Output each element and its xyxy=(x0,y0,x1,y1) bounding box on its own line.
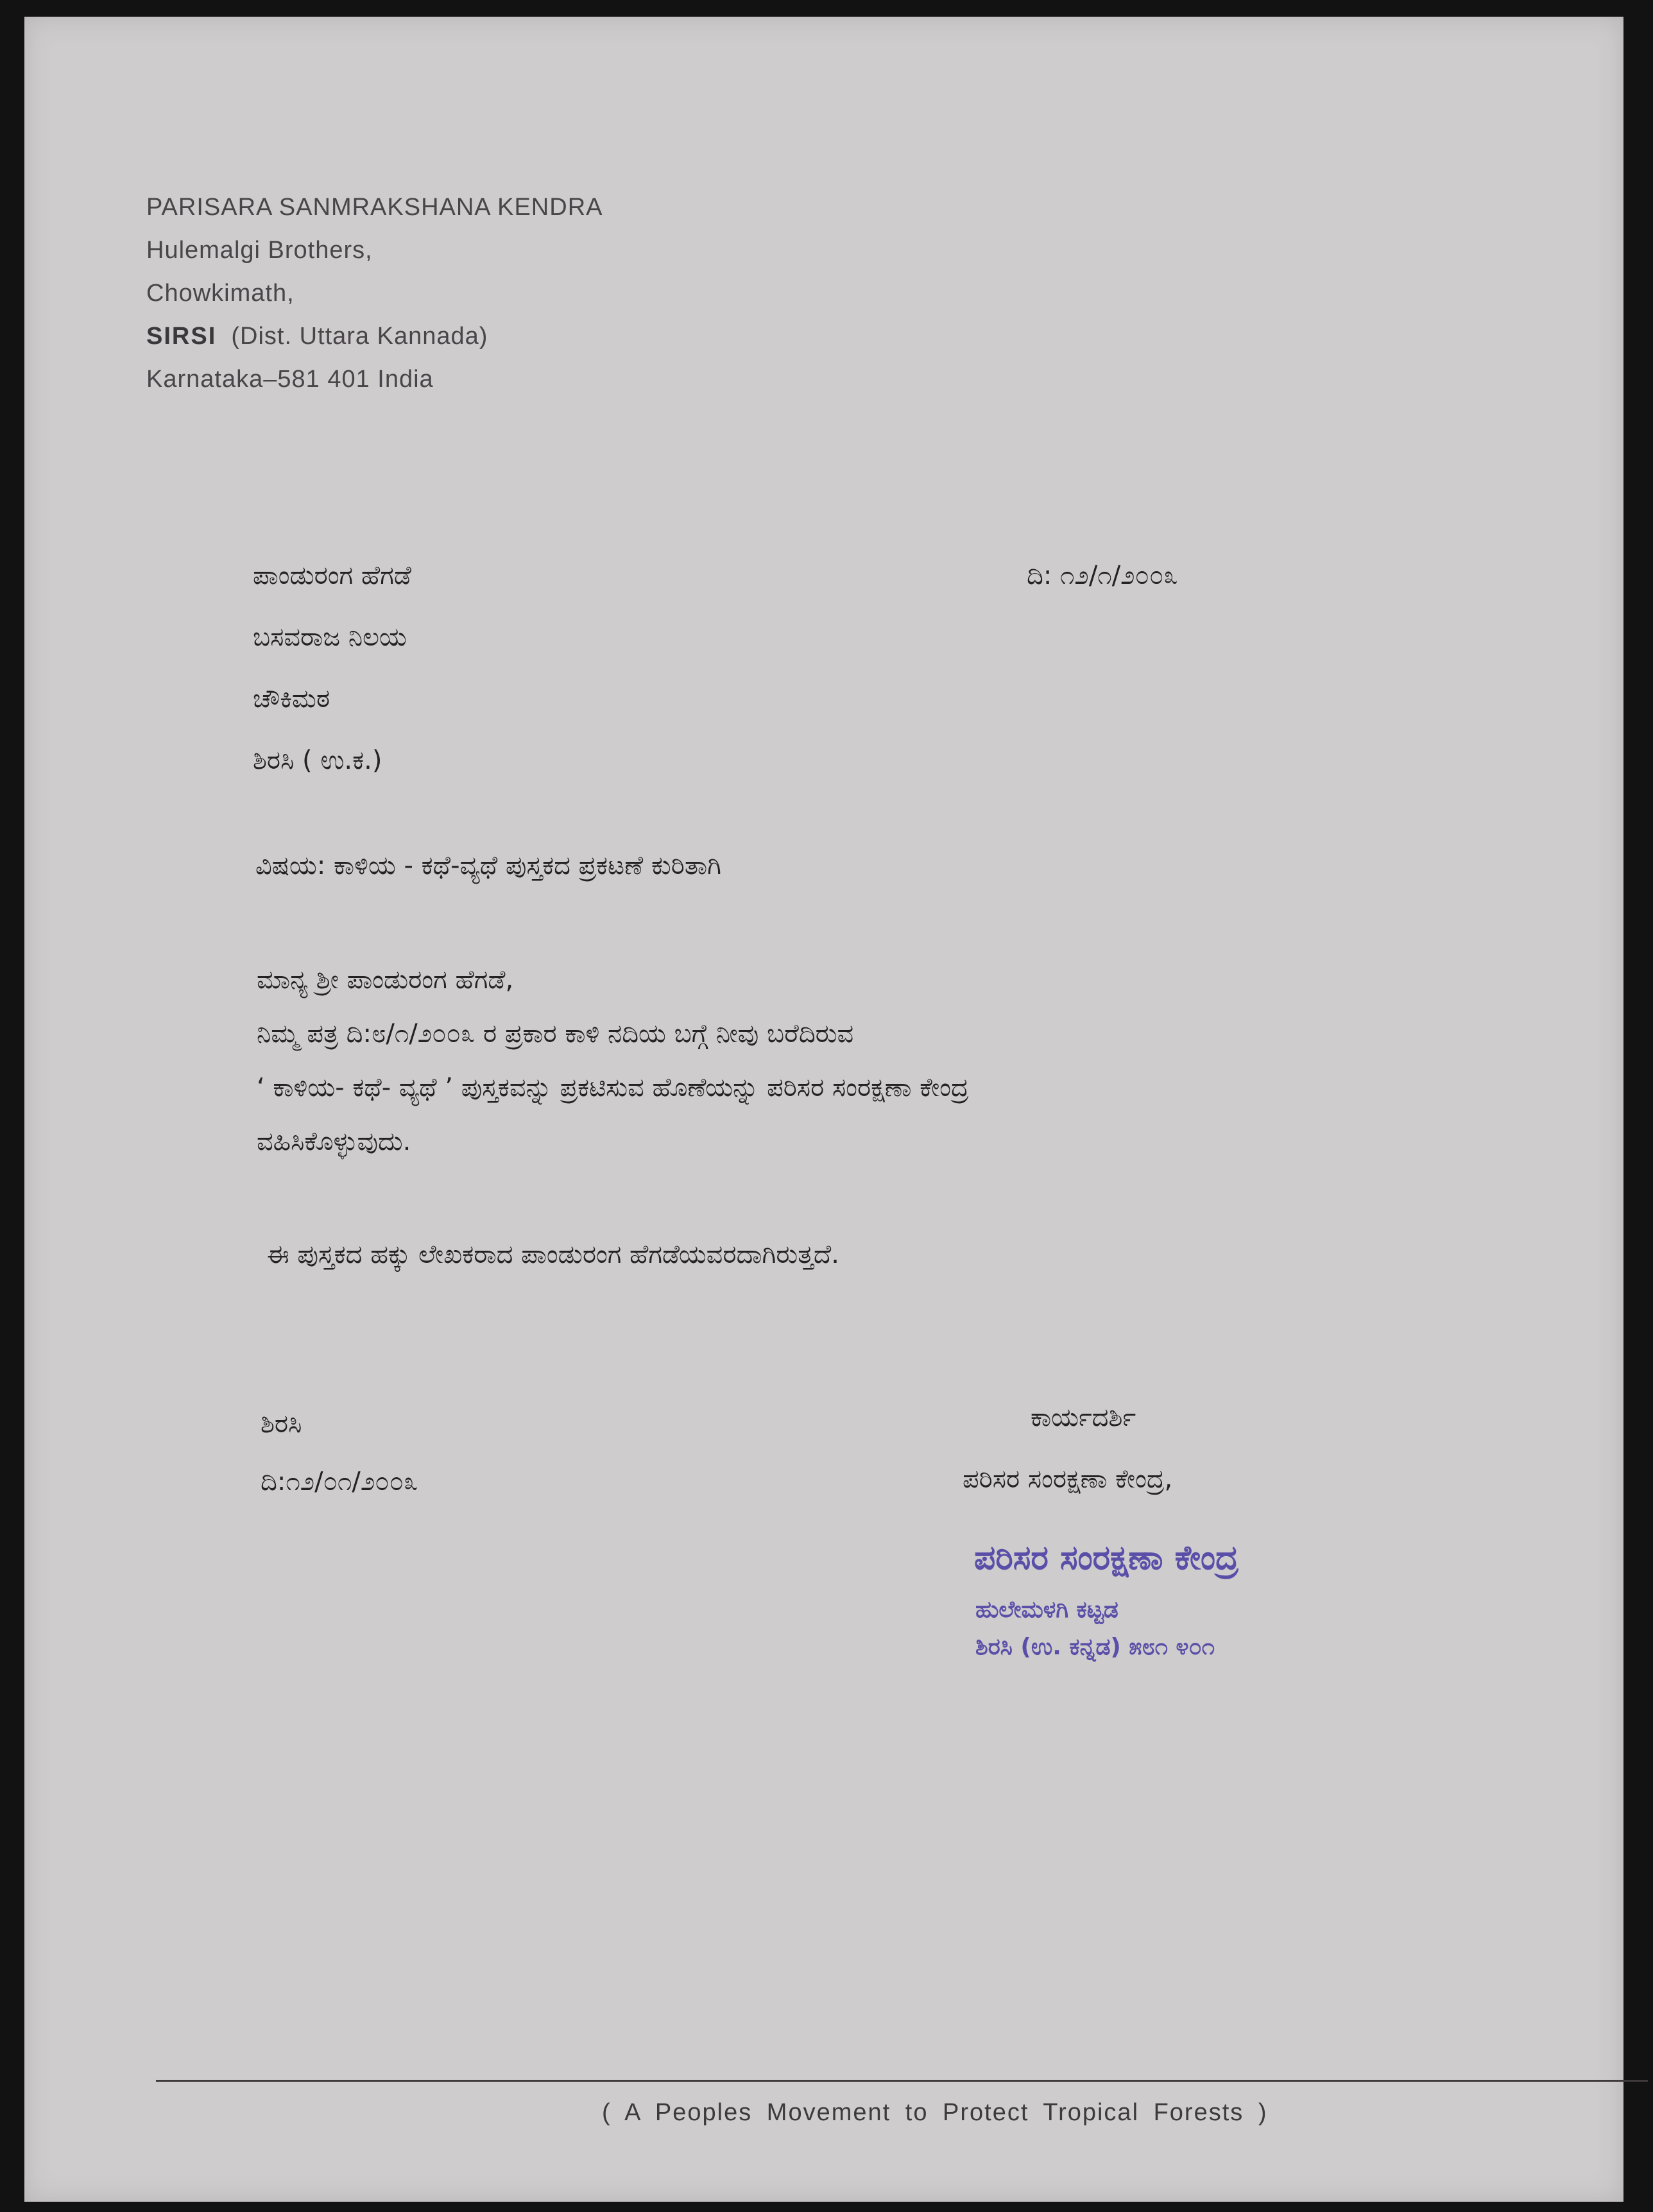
letterhead-state-pin: Karnataka–581 401 India xyxy=(146,366,434,393)
letterhead-locality: Chowkimath, xyxy=(146,280,295,307)
recipient-locality: ಚೌಕಿಮಠ xyxy=(253,684,330,714)
signatory-organization: ಪರಿಸರ ಸಂರಕ್ಷಣಾ ಕೇಂದ್ರ, xyxy=(963,1464,1173,1494)
body-line-3: ವಹಿಸಿಕೊಳ್ಳುವುದು. xyxy=(257,1127,411,1156)
letterhead-city-line xyxy=(146,315,603,358)
letterhead xyxy=(146,186,603,401)
footer-divider xyxy=(156,2080,1648,2082)
recipient-name: ಪಾಂಡುರಂಗ ಹೆಗಡೆ xyxy=(253,561,411,590)
letterhead-district: (Dist. Uttara Kannada) xyxy=(231,323,488,350)
letterhead-building: Hulemalgi Brothers, xyxy=(146,237,373,264)
letterhead-city: SIRSI xyxy=(146,323,217,350)
stamp-org-name: ಪರಿಸರ ಸಂರಕ್ಷಣಾ ಕೇಂದ್ರ xyxy=(974,1539,1238,1577)
stamp-address: ಶಿರಸಿ (ಉ. ಕನ್ನಡ) ೫೮೧ ೪೦೧ xyxy=(975,1634,1215,1660)
footer-motto: ( A Peoples Movement to Protect Tropical Forests ) xyxy=(602,2099,1268,2126)
recipient-town: ಶಿರಸಿ ( ಉ.ಕ.) xyxy=(253,746,382,775)
salutation: ಮಾನ್ಯ ಶ್ರೀ ಪಾಂಡುರಂಗ ಹೆಗಡೆ, xyxy=(257,965,514,995)
recipient-house: ಬಸವರಾಜ ನಿಲಯ xyxy=(253,622,407,652)
letter-date: ದಿ: ೧೨/೧/೨೦೦೩ xyxy=(1027,561,1178,590)
body-line-2: ‘ ಕಾಳಿಯ- ಕಥೆ- ವ್ಯಥೆ ’ ಪುಸ್ತಕವನ್ನು ಪ್ರಕಟಿಸುವ ಹೊಣೆಯನ್ನು ಪರಿಸರ ಸಂರಕ್ಷಣಾ ಕೇಂದ್ರ xyxy=(257,1073,969,1102)
letter-page xyxy=(24,17,1623,2202)
subject-line: ವಿಷಯ: ಕಾಳಿಯ - ಕಥೆ-ವ್ಯಥೆ ಪುಸ್ತಕದ ಪ್ರಕಟಣೆ ಕುರಿತಾಗಿ xyxy=(255,851,722,880)
rights-statement: ಈ ಪುಸ್ತಕದ ಹಕ್ಕು ಲೇಖಕರಾದ ಪಾಂಡುರಂಗ ಹೆಗಡೆಯವರದಾಗಿರುತ್ತದೆ. xyxy=(267,1240,839,1269)
letterhead-org-name: PARISARA SANMRAKSHANA KENDRA xyxy=(146,194,603,221)
body-line-1: ನಿಮ್ಮ ಪತ್ರ ದಿ:೮/೧/೨೦೦೩ ರ ಪ್ರಕಾರ ಕಾಳಿ ನದಿಯ ಬಗ್ಗೆ ನೀವು ಬರೆದಿರುವ xyxy=(257,1019,854,1049)
stamp-building: ಹುಲೇಮಳಗಿ ಕಟ್ಟಡ xyxy=(975,1597,1118,1623)
closing-place: ಶಿರಸಿ xyxy=(261,1409,302,1439)
signatory-designation: ಕಾರ್ಯದರ್ಶಿ xyxy=(1031,1403,1136,1432)
closing-date: ದಿ:೧೨/೦೧/೨೦೦೩ xyxy=(261,1467,418,1496)
